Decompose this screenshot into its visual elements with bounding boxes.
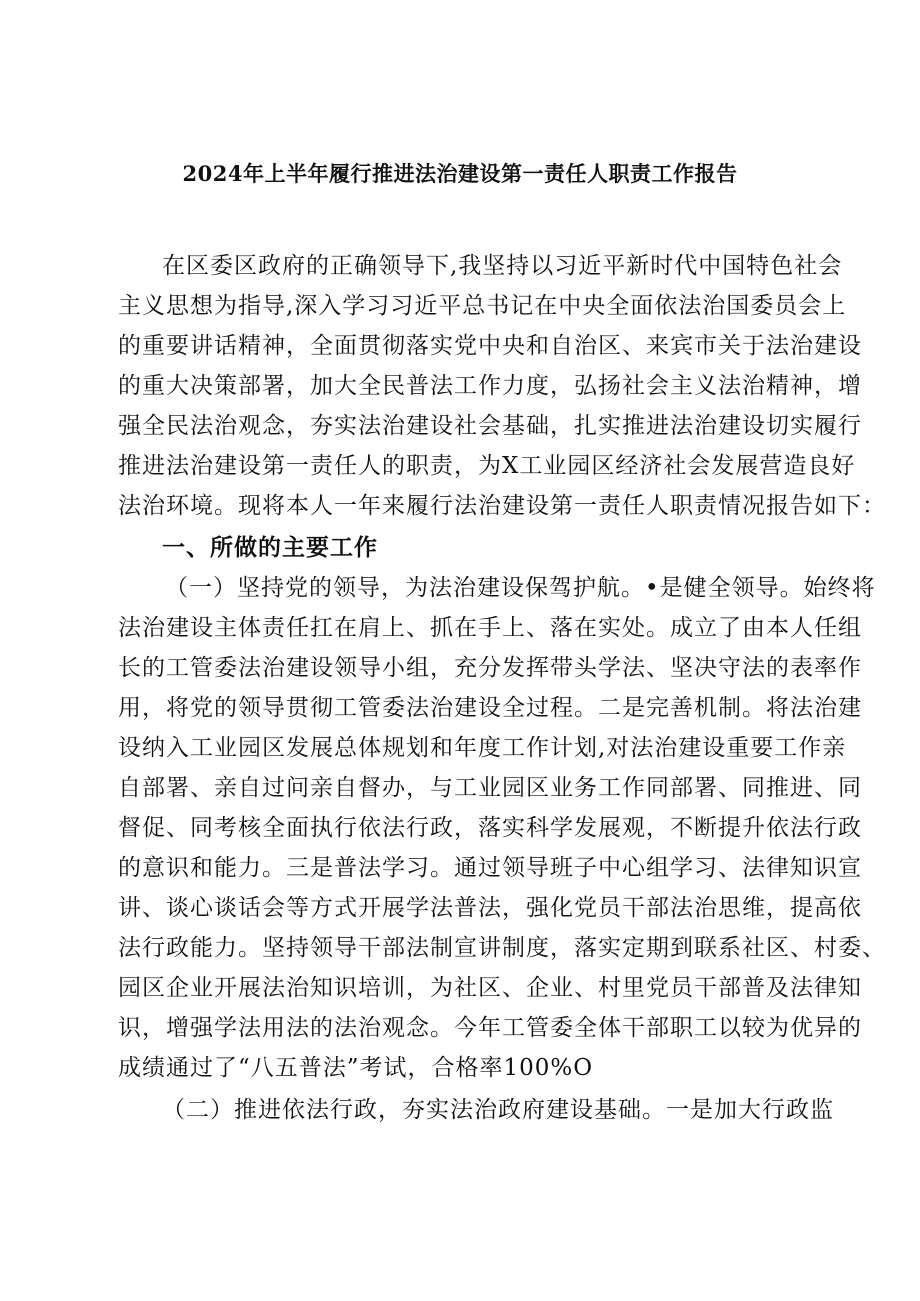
paragraph-1-line-1: 在区委区政府的正确领导下,我坚持以习近平新时代中国特色社会 [162, 253, 843, 279]
paragraph-2-line-13: 成绩通过了“八五普法”考试，合格率100%O [118, 1055, 594, 1081]
paragraph-2-line-1: （一）坚持党的领导，为法治建设保驾护航。•是健全领导。始终将 [165, 575, 876, 601]
paragraph-2-line-11: 园区企业开展法治知识培训，为社区、企业、村里党员干部普及法律知 [118, 975, 862, 1001]
paragraph-1-line-4: 的重大决策部署，加大全民普法工作力度，弘扬社会主义法治精神，增 [118, 373, 862, 399]
paragraph-2-line-9: 讲、谈心谈话会等方式开展学法普法，强化党员干部法治思维，提高依 [118, 895, 862, 921]
paragraph-2-line-7: 督促、同考核全面执行依法行政，落实科学发展观，不断提升依法行政 [118, 815, 862, 841]
paragraph-3-line-1: （二）推进依法行政，夯实法治政府建设基础。一是加大行政监 [162, 1097, 834, 1123]
paragraph-1-line-3: 的重要讲话精神，全面贯彻落实党中央和自治区、来宾市关于法治建设 [118, 333, 862, 359]
paragraph-1-line-7: 法治环境。现将本人一年来履行法治建设第一责任人职责情况报告如下： [118, 493, 886, 519]
paragraph-2-line-6: 自部署、亲自过问亲自督办，与工业园区业务工作同部署、同推进、同 [118, 775, 862, 801]
paragraph-2-line-8: 的意识和能力。三是普法学习。通过领导班子中心组学习、法律知识宣 [118, 855, 862, 881]
paragraph-2-line-10: 法行政能力。坚持领导干部法制宣讲制度，落实定期到联系社区、村委、 [118, 935, 886, 961]
section-heading-1: 一、所做的主要工作 [162, 534, 378, 561]
paragraph-2-line-2: 法治建设主体责任扛在肩上、抓在手上、落在实处。成立了由本人任组 [118, 615, 862, 641]
document-title: 2024年上半年履行推进法治建设第一责任人职责工作报告 [182, 161, 738, 186]
paragraph-1-line-2: 主义思想为指导,深入学习习近平总书记在中央全面依法治国委员会上 [118, 293, 847, 319]
paragraph-2-line-4: 用，将党的领导贯彻工管委法治建设全过程。二是完善机制。将法治建 [118, 695, 862, 721]
paragraph-1-line-5: 强全民法治观念，夯实法治建设社会基础，扎实推进法治建设切实履行 [118, 413, 862, 439]
paragraph-2-line-5: 设纳入工业园区发展总体规划和年度工作计划,对法治建设重要工作亲 [118, 735, 847, 761]
paragraph-1-line-6: 推进法治建设第一责任人的职责，为X工业园区经济社会发展营造良好 [118, 453, 856, 479]
paragraph-2-line-3: 长的工管委法治建设领导小组，充分发挥带头学法、坚决守法的表率作 [118, 655, 862, 681]
paragraph-2-line-12: 识，增强学法用法的法治观念。今年工管委全体干部职工以较为优异的 [118, 1015, 862, 1041]
